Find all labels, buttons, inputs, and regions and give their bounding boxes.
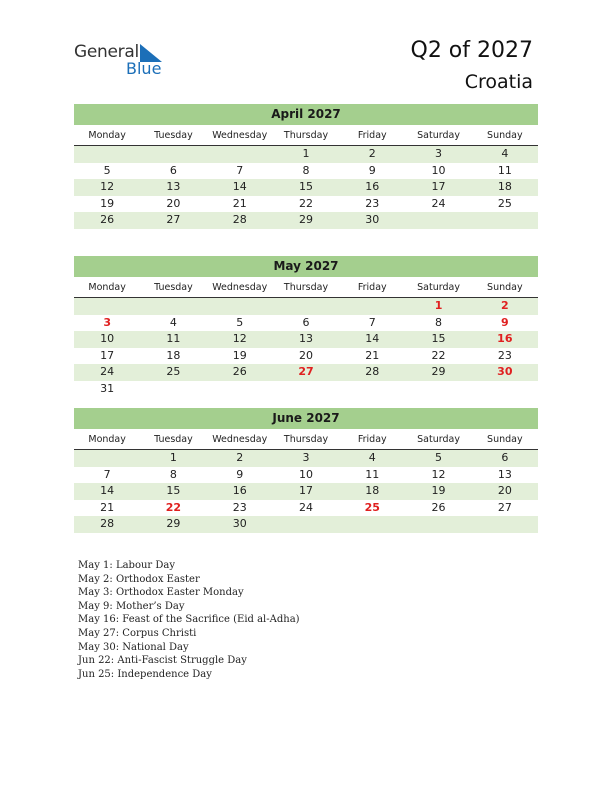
holiday-list-item: May 2: Orthodox Easter: [78, 573, 200, 585]
date-cell: 19: [431, 484, 446, 497]
logo: [74, 42, 194, 82]
date-cell: [339, 298, 405, 315]
date-cell: [140, 146, 206, 163]
date-cell: [273, 298, 339, 315]
date-cell: [140, 298, 206, 315]
weekday-label: Sunday: [487, 434, 523, 445]
date-cell: 4: [368, 451, 376, 464]
date-cell: 14: [232, 180, 247, 193]
date-cell: [74, 450, 140, 467]
date-cell: 30: [365, 213, 380, 226]
date-cell: 20: [166, 196, 181, 210]
weekday-label: Saturday: [417, 282, 460, 293]
date-cell: 7: [236, 163, 244, 177]
date-cell: 13: [497, 467, 512, 481]
country-name: Croatia: [464, 71, 533, 93]
date-cell: 10: [100, 332, 115, 345]
date-cell: 9: [368, 163, 376, 177]
date-cell: 25: [166, 365, 181, 378]
week-row: [74, 381, 538, 398]
holiday-list-item: May 30: National Day: [78, 641, 189, 653]
date-cell: 20: [497, 484, 512, 497]
month-calendar-june: [74, 408, 538, 533]
date-cell: 22: [298, 196, 313, 210]
date-cell: 21: [100, 500, 115, 514]
date-cell: 17: [100, 348, 115, 362]
week-row: [74, 348, 538, 365]
date-cell: 29: [298, 213, 313, 226]
date-cell: 26: [232, 365, 247, 378]
date-cell: 8: [169, 467, 177, 481]
date-cell: 18: [497, 180, 512, 193]
weekday-label: Monday: [88, 130, 126, 141]
date-cell: 28: [232, 213, 247, 226]
week-row: [74, 212, 538, 229]
weekday-label: Sunday: [487, 130, 523, 141]
date-cell: [472, 516, 538, 533]
date-cell: 24: [298, 500, 313, 514]
weekday-header-row: [74, 431, 538, 450]
week-row: [74, 467, 538, 484]
date-cell: 7: [368, 315, 376, 329]
holiday-list-item: Jun 22: Anti-Fascist Struggle Day: [78, 655, 247, 667]
date-cell: [207, 146, 273, 163]
date-cell: 12: [100, 180, 115, 193]
week-row: [74, 450, 538, 467]
date-cell: [74, 298, 140, 315]
date-cell: 8: [302, 163, 310, 177]
date-cell: 1: [169, 451, 177, 464]
weekday-label: Saturday: [417, 434, 460, 445]
date-cell: [207, 298, 273, 315]
weekday-label: Sunday: [487, 282, 523, 293]
date-cell: 19: [100, 196, 115, 210]
date-cell: 1: [302, 147, 310, 160]
month-title: April 2027: [74, 104, 538, 125]
month-calendar-april: [74, 104, 538, 229]
page-title: Q2 of 2027: [410, 38, 533, 63]
weekday-label: Wednesday: [212, 434, 268, 445]
holiday-list-item: Jun 25: Independence Day: [78, 668, 212, 680]
holiday-date-cell: 1: [434, 299, 443, 312]
weekday-label: Friday: [357, 282, 387, 293]
date-cell: 20: [298, 348, 313, 362]
date-cell: 25: [497, 196, 512, 210]
date-cell: 12: [232, 332, 247, 345]
date-cell: 27: [166, 213, 181, 226]
holiday-date-cell: 16: [497, 332, 513, 345]
date-cell: 6: [501, 451, 509, 464]
date-cell: [472, 212, 538, 229]
date-cell: 4: [501, 147, 509, 160]
date-cell: [472, 381, 538, 398]
logo-general-text: General: [74, 42, 139, 62]
date-cell: 5: [236, 315, 244, 329]
date-cell: [339, 516, 405, 533]
date-cell: 11: [166, 332, 181, 345]
weekday-label: Monday: [88, 282, 126, 293]
date-cell: 24: [431, 196, 446, 210]
holiday-date-cell: 9: [501, 315, 509, 329]
holiday-list-item: May 3: Orthodox Easter Monday: [78, 587, 244, 599]
weekday-label: Tuesday: [154, 130, 193, 141]
week-row: [74, 196, 538, 213]
date-cell: 16: [365, 180, 380, 193]
week-row: [74, 146, 538, 163]
date-cell: [339, 381, 405, 398]
date-cell: 3: [435, 147, 443, 160]
week-row: [74, 500, 538, 517]
date-cell: 14: [365, 332, 380, 345]
date-cell: 19: [232, 348, 247, 362]
holiday-date-cell: 27: [298, 365, 314, 378]
date-cell: 13: [298, 332, 313, 345]
week-row: [74, 364, 538, 381]
date-cell: 18: [166, 348, 181, 362]
holiday-date-cell: 2: [501, 299, 509, 312]
date-cell: [273, 516, 339, 533]
date-cell: 28: [365, 365, 380, 378]
date-cell: 23: [365, 196, 380, 210]
date-cell: 13: [166, 180, 181, 193]
date-cell: 5: [103, 163, 111, 177]
month-title: June 2027: [74, 408, 538, 429]
holiday-date-cell: 30: [497, 365, 513, 378]
date-cell: 30: [232, 517, 247, 530]
date-cell: [140, 381, 206, 398]
date-cell: 23: [232, 500, 247, 514]
date-cell: 21: [365, 348, 380, 362]
date-cell: 10: [431, 163, 446, 177]
date-cell: 11: [365, 467, 380, 481]
holiday-list: [78, 559, 300, 681]
date-cell: 15: [166, 484, 181, 497]
date-cell: 15: [298, 180, 313, 193]
week-row: [74, 483, 538, 500]
date-cell: 27: [497, 500, 512, 514]
date-cell: 14: [100, 484, 115, 497]
weekday-label: Friday: [357, 130, 387, 141]
date-cell: 9: [236, 467, 244, 481]
date-cell: 3: [302, 451, 310, 464]
date-cell: 26: [431, 500, 446, 514]
weekday-header-row: [74, 127, 538, 146]
weekday-label: Tuesday: [154, 434, 193, 445]
weekday-label: Wednesday: [212, 130, 268, 141]
date-cell: 17: [298, 484, 313, 497]
week-row: [74, 163, 538, 180]
date-cell: 18: [365, 484, 380, 497]
date-cell: 12: [431, 467, 446, 481]
date-cell: 29: [166, 517, 181, 530]
date-cell: 15: [431, 332, 446, 345]
date-cell: [405, 212, 471, 229]
month-title: May 2027: [74, 256, 538, 277]
holiday-date-cell: 22: [165, 500, 182, 514]
date-cell: 16: [232, 484, 247, 497]
date-cell: 26: [100, 213, 115, 226]
date-cell: 2: [368, 147, 376, 160]
week-row: [74, 298, 538, 315]
date-cell: 28: [100, 517, 115, 530]
holiday-date-cell: 3: [103, 315, 111, 329]
weekday-label: Tuesday: [154, 282, 193, 293]
date-cell: 31: [100, 381, 115, 395]
week-row: [74, 179, 538, 196]
date-cell: [273, 381, 339, 398]
date-cell: 29: [431, 365, 446, 378]
month-calendar-may: [74, 256, 538, 397]
date-cell: 6: [169, 163, 177, 177]
date-cell: 7: [103, 467, 111, 481]
week-row: [74, 516, 538, 533]
weekday-header-row: [74, 279, 538, 298]
weekday-label: Monday: [88, 434, 126, 445]
week-row: [74, 331, 538, 348]
weekday-label: Wednesday: [212, 282, 268, 293]
logo-blue-text: Blue: [126, 59, 162, 78]
holiday-list-item: May 9: Mother’s Day: [78, 600, 185, 612]
holiday-list-item: May 1: Labour Day: [78, 560, 175, 571]
date-cell: 24: [100, 365, 115, 378]
weekday-label: Saturday: [417, 130, 460, 141]
date-cell: 8: [435, 315, 443, 329]
date-cell: 4: [169, 315, 177, 329]
weekday-label: Friday: [357, 434, 387, 445]
date-cell: [207, 381, 273, 398]
holiday-list-item: May 27: Corpus Christi: [78, 627, 197, 639]
holiday-list-item: May 16: Feast of the Sacrifice (Eid al-Adha): [78, 614, 300, 626]
date-cell: 5: [435, 451, 443, 464]
holiday-date-cell: 25: [364, 500, 380, 514]
date-cell: 17: [431, 180, 446, 193]
date-cell: 2: [236, 451, 244, 464]
date-cell: [405, 381, 471, 398]
weekday-label: Thursday: [283, 130, 329, 141]
weekday-label: Thursday: [283, 282, 329, 293]
week-row: [74, 315, 538, 332]
date-cell: [74, 146, 140, 163]
date-cell: 23: [497, 348, 512, 362]
date-cell: 6: [302, 315, 310, 329]
date-cell: [405, 516, 471, 533]
date-cell: 10: [298, 467, 313, 481]
date-cell: 11: [497, 163, 512, 177]
date-cell: 22: [431, 348, 446, 362]
weekday-label: Thursday: [283, 434, 329, 445]
date-cell: 21: [232, 196, 247, 210]
